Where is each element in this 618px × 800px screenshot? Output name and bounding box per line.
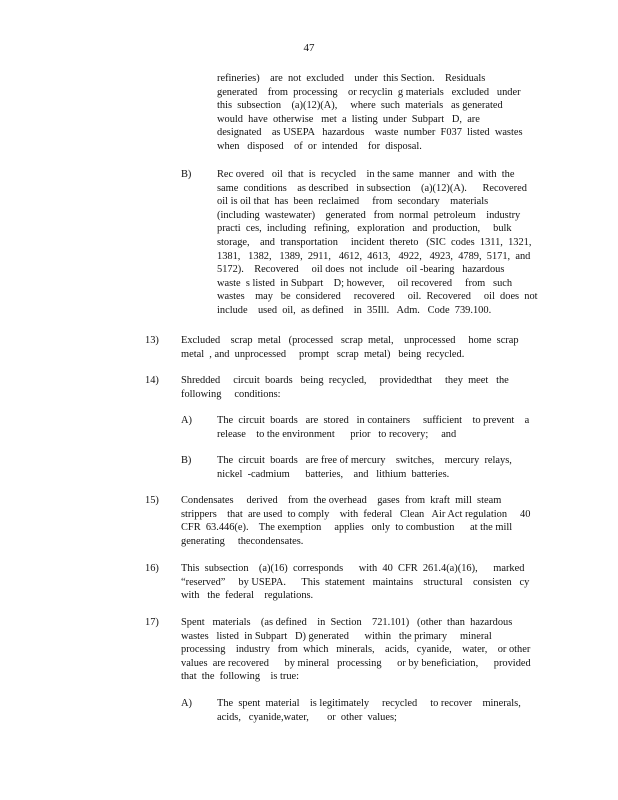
- item-14b-paragraph: [217, 454, 512, 481]
- item-14-marker: 14): [145, 375, 159, 386]
- text-line: wastes may be considered recovered oil. Recovered oil does not: [217, 291, 538, 303]
- text-line: oil is oil that has been reclaimed from secondary materials: [217, 196, 489, 208]
- item-16-paragraph: [181, 562, 529, 603]
- text-line: processing industry from which minerals, acids, cyanide, water, or other: [181, 644, 531, 656]
- item-15-marker: 15): [145, 495, 159, 506]
- item-12b-marker: B): [181, 169, 192, 180]
- text-line: values are recovered by mineral processing or by beneficiation, provided: [181, 657, 531, 669]
- text-line: wastes listed in Subpart D) generated within the primary mineral: [181, 630, 492, 642]
- text-line: this subsection (a)(12)(A), where such materials as generated: [217, 100, 503, 112]
- item-12b-paragraph: [217, 168, 538, 318]
- item-17-marker: 17): [145, 617, 159, 628]
- text-line: This subsection (a)(16) corresponds with 40 CFR 261.4(a)(16), marked: [181, 563, 525, 574]
- text-line: “reserved” by USEPA. This statement maintains structural consisten cy: [181, 576, 530, 588]
- item-16-marker: 16): [145, 563, 159, 574]
- text-line: CFR 63.446(e). The exemption applies only to combustion at the mill: [181, 522, 513, 534]
- text-line: nickel -cadmium batteries, and lithium batteries.: [217, 468, 450, 480]
- text-line: would have otherwise met a listing under Subpart D, are: [217, 113, 480, 125]
- text-line: when disposed of or intended for disposal.: [217, 140, 422, 152]
- text-line: following conditions:: [181, 388, 281, 400]
- text-line: release to the environment prior to recovery; and: [217, 428, 457, 440]
- text-line: Condensates derived from the overhead gases from kraft mill steam: [181, 495, 502, 506]
- text-line: generating thecondensates.: [181, 535, 304, 547]
- text-line: designated as USEPA hazardous waste number F037 listed wastes: [217, 127, 523, 139]
- text-line: Excluded scrap metal (processed scrap metal, unprocessed home scrap: [181, 335, 519, 346]
- text-line: (including wastewater) generated from normal petroleum industry: [217, 209, 521, 221]
- item-17-paragraph: [181, 616, 531, 684]
- text-line: generated from processing or recyclin g materials excluded under: [217, 86, 521, 98]
- text-line: refineries) are not excluded under this Section. Residuals: [217, 73, 486, 84]
- text-line: include used oil, as defined in 35Ill. Adm. Code 739.100.: [217, 304, 492, 316]
- text-line: 5172). Recovered oil does not include oil -bearing hazardous: [217, 264, 505, 276]
- text-line: metal , and unprocessed prompt scrap metal) being recycled.: [181, 348, 465, 360]
- text-line: Rec overed oil that is recycled in the same manner and with the: [217, 169, 515, 180]
- item-15-paragraph: [181, 494, 530, 548]
- item-17a-marker: A): [181, 698, 192, 709]
- item-17a-paragraph: [217, 697, 521, 724]
- text-line: with the federal regulations.: [181, 590, 314, 602]
- item-14a-paragraph: [217, 414, 529, 441]
- text-line: storage, and transportation incident thereto (SIC codes 1311, 1321,: [217, 236, 532, 248]
- continuation-paragraph: [217, 72, 523, 154]
- text-line: The spent material is legitimately recycled to recover minerals,: [217, 698, 521, 709]
- item-14b-marker: B): [181, 455, 192, 466]
- item-14-paragraph: [181, 374, 509, 401]
- page-number: 47: [303, 42, 315, 54]
- text-line: Shredded circuit boards being recycled, providedthat they meet the: [181, 375, 509, 386]
- item-13-marker: 13): [145, 335, 159, 346]
- text-line: practi ces, including refining, exploration and production, bulk: [217, 223, 512, 235]
- text-line: acids, cyanide,water, or other values;: [217, 711, 397, 723]
- item-13-paragraph: [181, 334, 519, 361]
- text-line: strippers that are used to comply with federal Clean Air Act regulation 40: [181, 508, 531, 520]
- text-line: The circuit boards are stored in containers sufficient to prevent a: [217, 415, 530, 426]
- text-line: that the following is true:: [181, 671, 300, 683]
- item-14a-marker: A): [181, 415, 192, 426]
- text-line: 1381, 1382, 1389, 2911, 4612, 4613, 4922, 4923, 4789, 5171, and: [217, 250, 531, 262]
- text-line: The circuit boards are free of mercury switches, mercury relays,: [217, 455, 512, 466]
- text-line: waste s listed in Subpart D; however, oil recovered from such: [217, 277, 513, 289]
- text-line: same conditions as described in subsection (a)(12)(A). Recovered: [217, 182, 527, 194]
- text-line: Spent materials (as defined in Section 721.101) (other than hazardous: [181, 617, 513, 628]
